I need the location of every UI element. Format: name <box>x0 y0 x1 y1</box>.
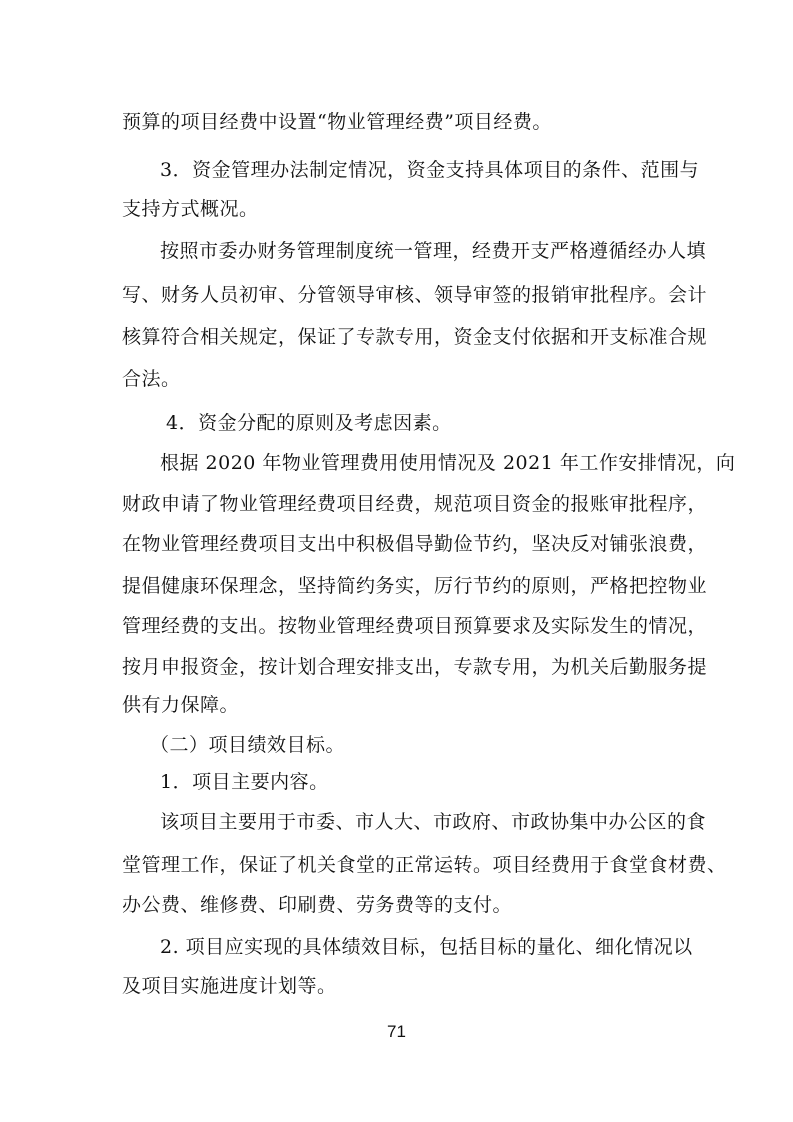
text-line: 提倡健康环保理念，坚持简约务实，厉行节约的原则，严格把控物业 <box>122 575 708 597</box>
text-line: （二）项目绩效目标。 <box>150 734 346 756</box>
text-line: 按照市委办财务管理制度统一管理，经费开支严格遵循经办人填 <box>160 240 707 262</box>
text-line: 写、财务人员初审、分管领导审核、领导审签的报销审批程序。会计 <box>122 284 708 306</box>
text-line: 4．资金分配的原则及考虑因素。 <box>166 412 452 434</box>
text-line: 3．资金管理办法制定情况，资金支持具体项目的条件、范围与 <box>160 159 700 181</box>
text-line: 根据 2020 年物业管理费用使用情况及 2021 年工作安排情况，向 <box>160 452 736 474</box>
text-line: 财政申请了物业管理经费项目经费，规范项目资金的报账审批程序， <box>122 493 708 515</box>
text-line: 1．项目主要内容。 <box>160 771 329 793</box>
text-line: 2. 项目应实现的具体绩效目标，包括目标的量化、细化情况以 <box>160 936 693 958</box>
text-line: 按月申报资金，按计划合理安排支出，专款专用，为机关后勤服务提 <box>122 656 708 678</box>
text-line: 管理经费的支出。按物业管理经费项目预算要求及实际发生的情况， <box>122 615 708 637</box>
text-line: 堂管理工作，保证了机关食堂的正常运转。项目经费用于食堂食材费、 <box>122 854 727 876</box>
text-line: 及项目实施进度计划等。 <box>122 975 337 997</box>
text-line: 核算符合相关规定，保证了专款专用，资金支付依据和开支标准合规 <box>122 326 708 348</box>
text-line: 在物业管理经费项目支出中积极倡导勤俭节约，坚决反对铺张浪费， <box>122 533 708 555</box>
text-line: 办公费、维修费、印刷费、劳务费等的支付。 <box>122 894 513 916</box>
text-line: 供有力保障。 <box>122 694 240 716</box>
page-number: 71 <box>387 1022 406 1041</box>
text-line: 支持方式概况。 <box>122 198 259 220</box>
text-line: 预算的项目经费中设置“物业管理经费”项目经费。 <box>122 111 552 133</box>
text-line: 合法。 <box>122 368 181 390</box>
text-line: 该项目主要用于市委、市人大、市政府、市政协集中办公区的食 <box>160 811 707 833</box>
